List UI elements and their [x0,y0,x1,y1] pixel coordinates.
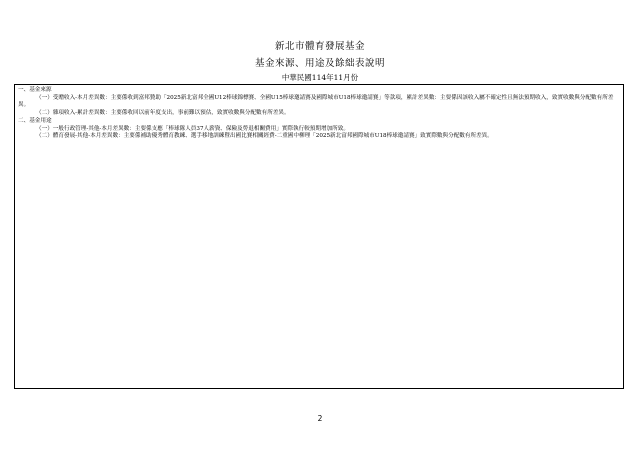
explanation-box [14,84,624,389]
explanation-item-misc-income: （二）雜項收入-累計差異數：主要係收回以前年度支出，事前難以預估，致實收數與分配數有所差異。 [36,110,290,117]
explanation-item-sports-development: （二）體育發展-其他-本月差異數：主要係補助優秀體育教練、選手移地訓練暨出國比賽相關經費-二重國中柳理「2025新北富邦國際城市U18棒球邀請賽」致實際數與分配數有所差異。 [36,133,493,140]
section-heading-funding-sources: 一、基金來源 [18,87,52,93]
explanation-item-donation-income: （一）受贈收入-本月差異數：主要係收到富邦贊助「2025新北富邦全國U12棒球錦標賽、全國U15棒球邀請賽及國際城市U18棒球邀請賽」等款項，累計差異數：主要係因該收入屬不確定性且無法預期收入，致實收數與分配數有所差異。 [18,94,614,109]
section-heading-fund-uses: 二、基金用途 [18,117,52,124]
document-date: 中華民國114年11月份 [281,73,359,82]
page-number: 2 [317,414,323,423]
explanation-item-admin: （一）一般行政管理-其他-本月差異數：主要係支應「棒球隊人員37人薪資、保險及勞退相關費用」實際執行較預期增加所致。 [36,125,349,132]
document-title: 基金來源、用途及餘絀表說明 [254,58,385,69]
page-title: 新北市體育發展基金 [274,41,365,52]
